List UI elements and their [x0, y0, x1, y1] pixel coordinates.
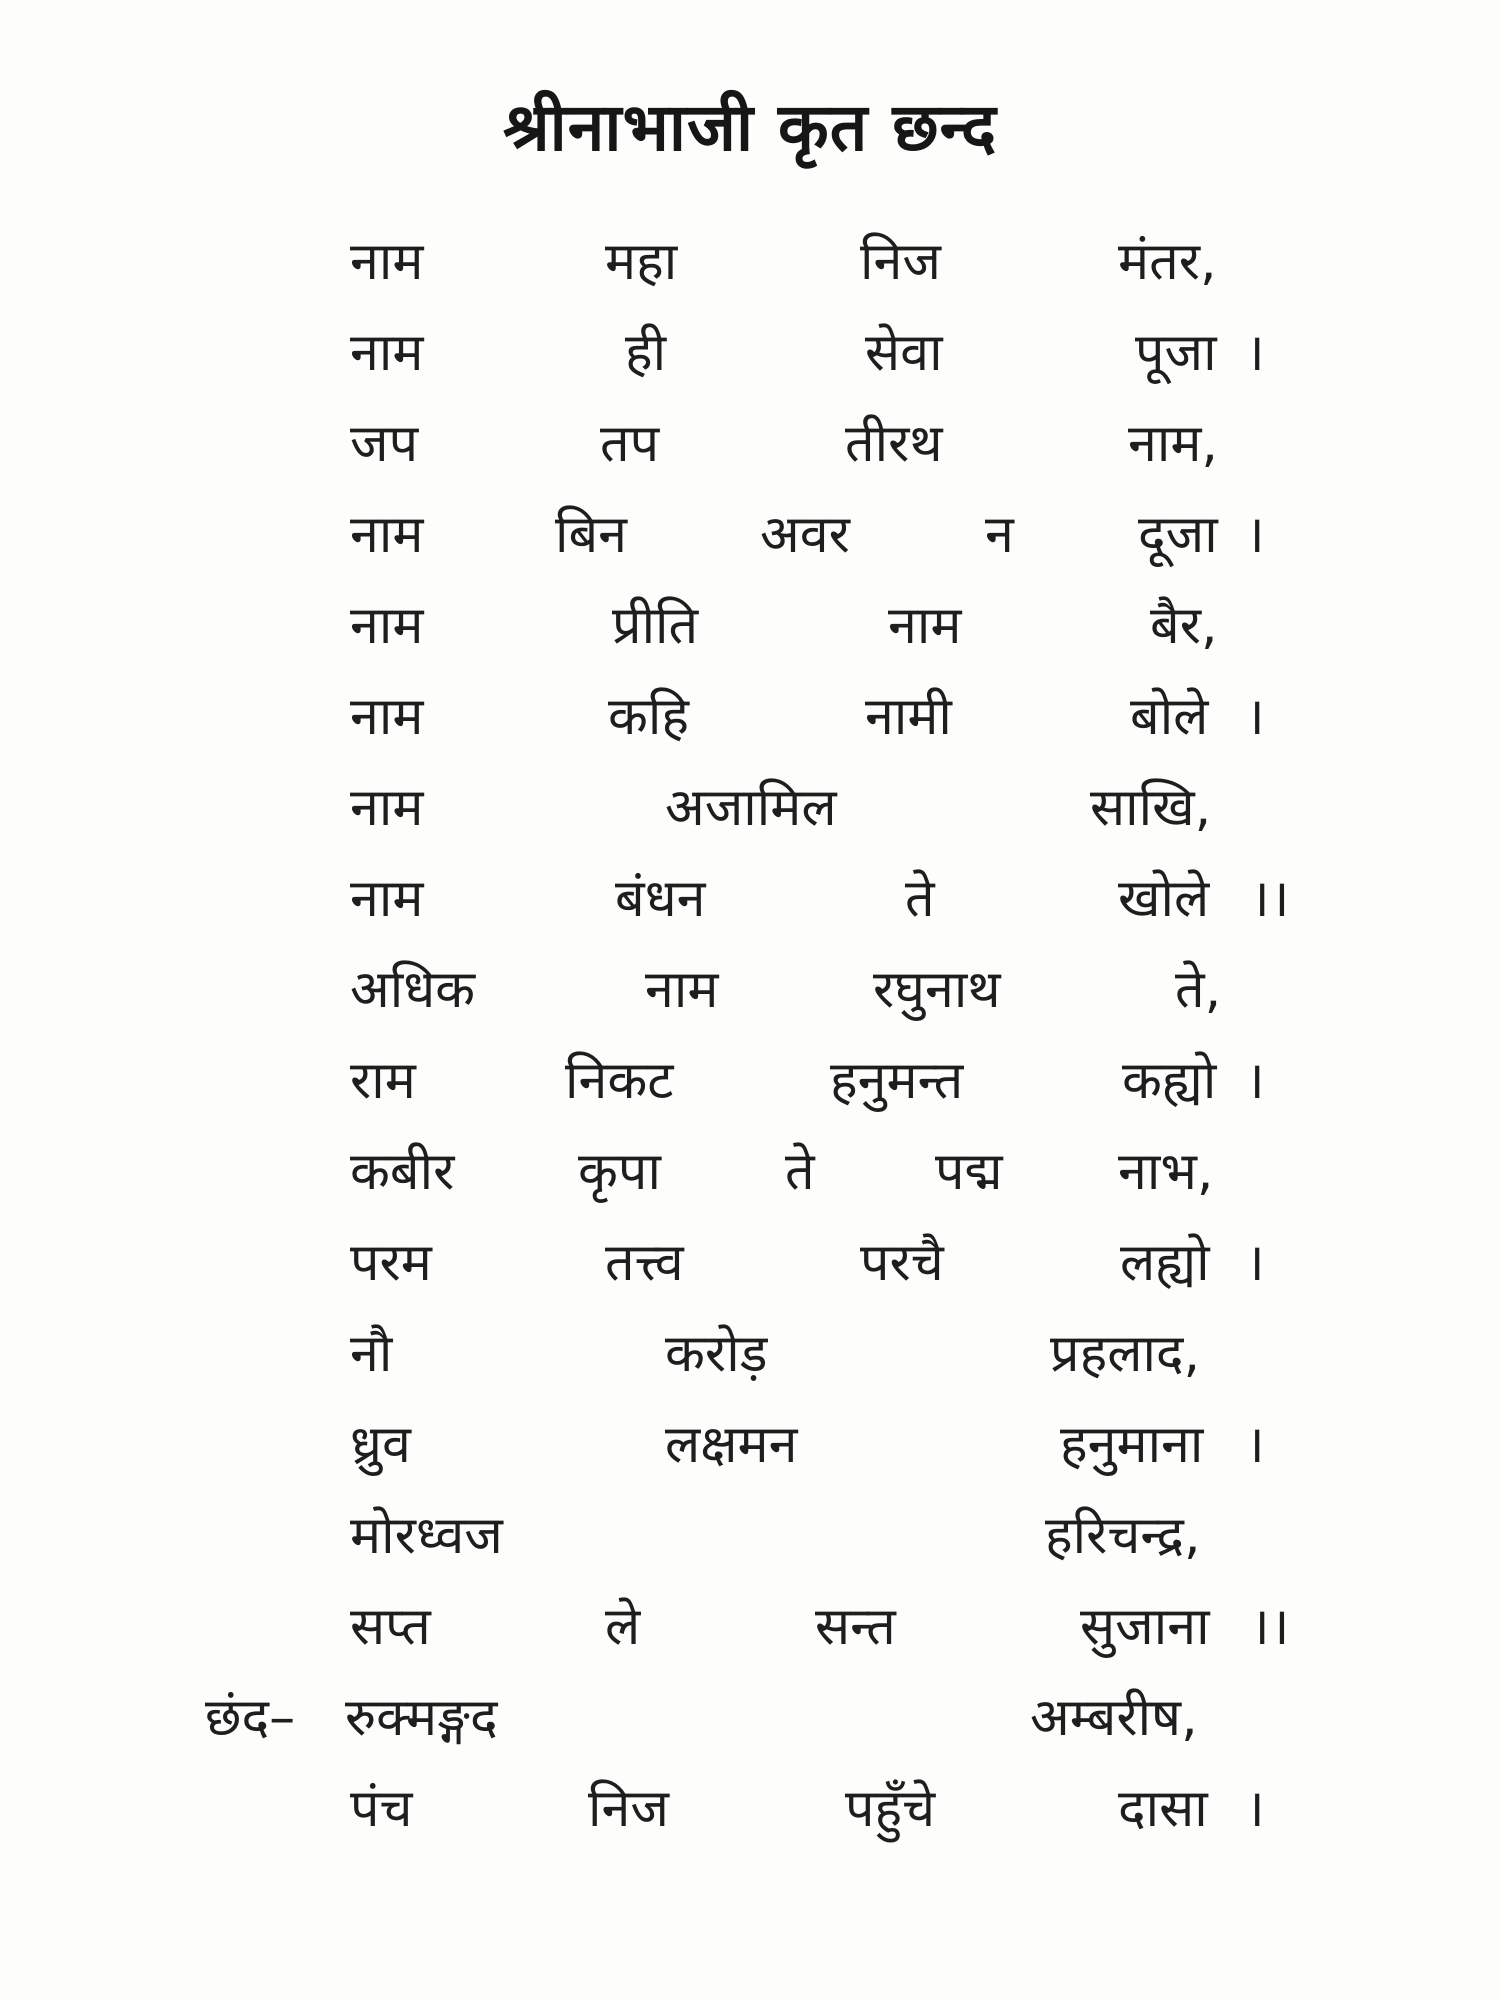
- verse-word: नाम: [350, 232, 424, 292]
- verse-word: नाम: [645, 960, 719, 1020]
- verse-word: लह्यो: [1120, 1233, 1210, 1293]
- verse-word: हनुमन्त: [830, 1051, 964, 1111]
- chhand-label: छंद–: [205, 1688, 296, 1748]
- verse-word: निज: [588, 1779, 669, 1839]
- verse-word: परम: [350, 1233, 432, 1293]
- verse-line: [0, 495, 1500, 575]
- verse-line: [0, 1496, 1500, 1576]
- verse-word: निकट: [565, 1051, 674, 1111]
- verse-word: सप्त: [350, 1597, 431, 1657]
- verse-word: नौ: [350, 1324, 393, 1384]
- verse-word: सेवा: [865, 323, 943, 383]
- verse-word: मोरध्वज: [350, 1506, 503, 1566]
- verse-line: [0, 677, 1500, 757]
- verse-word: अवर: [760, 505, 850, 565]
- verse-word: ध्रुव: [350, 1415, 411, 1475]
- verse-word: ते: [785, 1142, 815, 1202]
- verse-word: नाम: [350, 596, 424, 656]
- verse-word: हनुमाना: [1060, 1415, 1204, 1475]
- danda-mark: ।: [1245, 323, 1265, 383]
- verse-line: [0, 586, 1500, 666]
- verse-word: नाम,: [1128, 414, 1218, 474]
- danda-mark: ।: [1245, 505, 1265, 565]
- verse-line: [0, 1678, 1500, 1758]
- verse-word: बिन: [555, 505, 628, 565]
- verse-word: पंच: [350, 1779, 413, 1839]
- verse-word: रुक्मङ्गद: [345, 1688, 498, 1748]
- danda-mark: ।: [1245, 687, 1265, 747]
- danda-mark: ।: [1245, 1051, 1265, 1111]
- verse-word: नाम: [350, 323, 424, 383]
- verse-line: [0, 1314, 1500, 1394]
- verse-line: [0, 1223, 1500, 1303]
- verse-word: नाम: [888, 596, 962, 656]
- verse-line: [0, 950, 1500, 1030]
- verse-word: अम्बरीष,: [1030, 1688, 1198, 1748]
- verse-word: पूजा: [1135, 323, 1217, 383]
- danda-mark: ।।: [1250, 869, 1290, 929]
- verse-line: [0, 768, 1500, 848]
- verse-word: नाम: [350, 778, 424, 838]
- verse-word: कह्यो: [1122, 1051, 1217, 1111]
- verse-word: नामी: [865, 687, 952, 747]
- verse-word: तीरथ: [845, 414, 943, 474]
- verse-word: कबीर: [350, 1142, 455, 1202]
- verse-word: दासा: [1118, 1779, 1208, 1839]
- verse-line: [0, 404, 1500, 484]
- verse-word: कहि: [608, 687, 690, 747]
- danda-mark: ।: [1245, 1779, 1265, 1839]
- verse-word: रघुनाथ: [873, 960, 1001, 1020]
- verse-word: सुजाना: [1080, 1597, 1210, 1657]
- verse-word: मंतर,: [1118, 232, 1217, 292]
- verse-line: [0, 1587, 1500, 1667]
- verse-word: नाम: [350, 687, 424, 747]
- verse-line: [0, 222, 1500, 302]
- verse-line: [0, 1132, 1500, 1212]
- verse-word: नाम: [350, 869, 424, 929]
- verse-word: प्रीति: [612, 596, 699, 656]
- verse-word: नाभ,: [1118, 1142, 1214, 1202]
- verse-word: महा: [605, 232, 678, 292]
- verse-word: ही: [625, 323, 667, 383]
- verse-line: [0, 1041, 1500, 1121]
- verse-word: लक्षमन: [665, 1415, 798, 1475]
- verse-word: साखि,: [1090, 778, 1212, 838]
- verse-word: सन्त: [815, 1597, 896, 1657]
- verse-line: [0, 1769, 1500, 1849]
- verse-word: ते,: [1175, 960, 1222, 1020]
- verse-word: ते: [905, 869, 935, 929]
- verse-word: पद्म: [935, 1142, 1003, 1202]
- verse-line: [0, 313, 1500, 393]
- verse-word: अजामिल: [665, 778, 837, 838]
- danda-mark: ।।: [1250, 1597, 1290, 1657]
- verse-word: हरिचन्द्र,: [1045, 1506, 1201, 1566]
- verse-line: [0, 1405, 1500, 1485]
- verse-word: पहुँचे: [845, 1779, 936, 1839]
- verse-word: बैर,: [1150, 596, 1218, 656]
- page-title: श्रीनाभाजी कृत छन्द: [502, 89, 998, 166]
- danda-mark: ।: [1245, 1415, 1265, 1475]
- verse-word: निज: [860, 232, 941, 292]
- verse-word: दूजा: [1138, 505, 1218, 565]
- verse-line: [0, 859, 1500, 939]
- verse-word: खोले: [1118, 869, 1210, 929]
- verse-word: बोले: [1130, 687, 1209, 747]
- verse-word: नाम: [350, 505, 424, 565]
- verse-word: प्रहलाद,: [1050, 1324, 1201, 1384]
- verse-word: राम: [350, 1051, 416, 1111]
- verse-word: जप: [350, 414, 419, 474]
- verse-word: तत्त्व: [605, 1233, 684, 1293]
- danda-mark: ।: [1245, 1233, 1265, 1293]
- verse-word: तप: [600, 414, 660, 474]
- verse-word: अधिक: [350, 960, 476, 1020]
- verse-word: बंधन: [615, 869, 706, 929]
- verse-word: परचै: [860, 1233, 944, 1293]
- verse-word: न: [985, 505, 1014, 565]
- verse-word: ले: [605, 1597, 641, 1657]
- verse-word: कृपा: [578, 1142, 661, 1202]
- verse-word: करोड़: [665, 1324, 768, 1384]
